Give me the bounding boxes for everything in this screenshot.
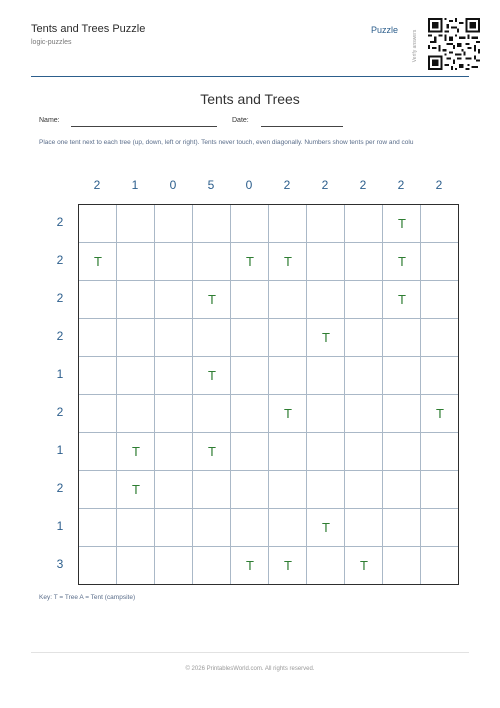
column-clue: 5 [207,178,215,192]
tree-cell: T [208,292,216,307]
header-divider [31,76,469,77]
tree-cell: T [208,368,216,383]
row-clue: 1 [56,367,64,381]
tree-cell: T [94,254,102,269]
puzzle-grid[interactable] [78,204,459,585]
tree-cell: T [284,406,292,421]
header-subtitle: logic-puzzles [31,39,72,46]
date-field[interactable] [261,126,343,127]
tree-cell: T [246,558,254,573]
column-clue: 2 [359,178,367,192]
row-clue: 3 [56,557,64,571]
grid-row-line [79,356,458,357]
row-clue: 2 [56,405,64,419]
tree-cell: T [246,254,254,269]
column-clue: 0 [245,178,253,192]
legend-key: Key: T = Tree A = Tent (campsite) [39,594,136,601]
tree-cell: T [322,330,330,345]
tree-cell: T [398,216,406,231]
tree-cell: T [132,482,140,497]
row-clue: 2 [56,329,64,343]
row-clue: 1 [56,443,64,457]
column-clue: 0 [169,178,177,192]
instructions-text: Place one tent next to each tree (up, down, left or right). Tents never touch, even diagonally. Numbers show tents per row and colu [39,139,414,146]
column-clue: 2 [397,178,405,192]
column-clue: 2 [321,178,329,192]
column-clue: 2 [435,178,443,192]
tree-cell: T [398,292,406,307]
puzzle-badge: Puzzle [371,25,399,35]
date-label: Date: [232,117,249,124]
name-field[interactable] [71,126,217,127]
tree-cell: T [132,444,140,459]
column-clue: 1 [131,178,139,192]
qr-code-icon[interactable] [428,18,480,70]
row-clue: 2 [56,291,64,305]
row-clue: 2 [56,253,64,267]
verify-answers-label [404,20,426,72]
row-clue: 1 [56,519,64,533]
tree-cell: T [322,520,330,535]
column-clue: 2 [93,178,101,192]
tree-cell: T [398,254,406,269]
column-clue: 2 [283,178,291,192]
row-clue: 2 [56,481,64,495]
name-label: Name: [39,117,60,124]
tree-cell: T [360,558,368,573]
footer-divider [31,652,469,653]
page-title: Tents and Trees [200,91,300,107]
tree-cell: T [284,558,292,573]
copyright-footer: © 2026 PrintablesWorld.com. All rights reserved. [185,666,315,672]
header-title: Tents and Trees Puzzle [31,23,146,35]
tree-cell: T [436,406,444,421]
tree-cell: T [284,254,292,269]
tree-cell: T [208,444,216,459]
verify-answers-text: Verify answers [412,29,418,63]
row-clue: 2 [56,215,64,229]
